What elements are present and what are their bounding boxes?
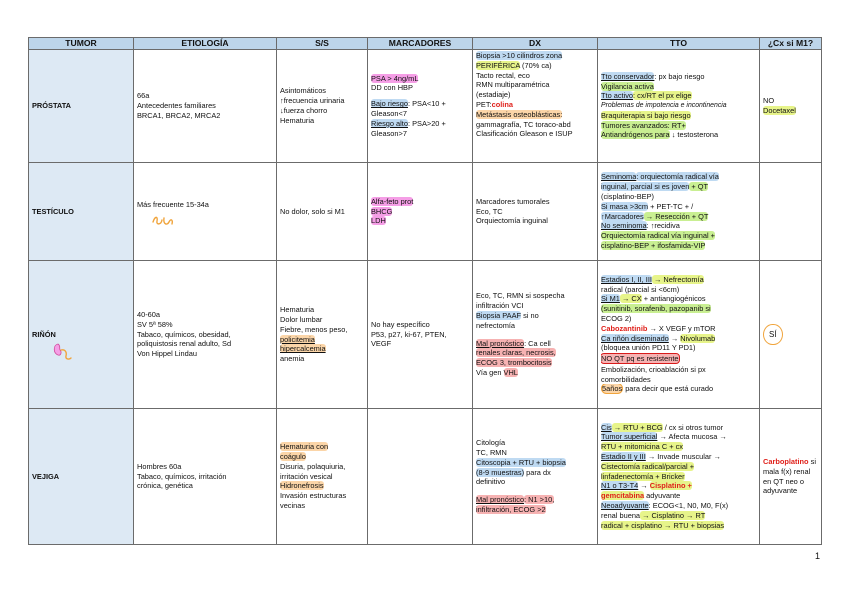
ss-hipercalcemia: hipercalcemia <box>280 344 326 354</box>
ss-vejiga <box>277 409 368 545</box>
etiologia-line: Tabaco, químicos, irritación <box>137 471 227 481</box>
tto-line: Tto conservador <box>601 71 655 81</box>
dx-line: Marcadores tumorales <box>476 196 550 206</box>
tto-line: Antiandrógenos para <box>601 130 670 140</box>
marcadores-vejiga <box>368 409 473 545</box>
dx-line: RMN multiparamétrica <box>476 80 550 90</box>
row-testiculo <box>29 163 822 261</box>
tto-line: Tumor superficial <box>601 432 658 442</box>
tto-nivolumab: Nivolumab <box>680 333 716 343</box>
psa-highlight: PSA > 4ng/mL <box>371 73 419 83</box>
ss-line: anemia <box>280 354 305 364</box>
ss-hidronefrosis: Hidronefrosis <box>280 481 324 491</box>
tto-vejiga <box>598 409 760 545</box>
tto-line: + antiangiogénicos <box>641 294 706 304</box>
header-cx-m1: ¿Cx si M1? <box>760 38 822 50</box>
ss-line: coágulo <box>280 452 306 461</box>
tto-line: (bloquea unión PD11 Y PD1) <box>601 343 696 353</box>
tto-prostata <box>598 50 760 163</box>
tto-line: Neoadyuvante <box>601 500 649 510</box>
row-prostata <box>29 50 822 163</box>
tto-line: → Afecta mucosa → <box>657 432 727 442</box>
dx-prostata <box>473 50 598 163</box>
tto-line: (sunitinib, sorafenib, pazopanib si <box>601 304 711 314</box>
cx-line: mala f(x) renal <box>763 466 811 476</box>
dx-line: (8-9 muestras) <box>476 467 525 477</box>
etiologia-line: Antecedentes familiares <box>137 101 216 111</box>
header-ss: S/S <box>277 38 368 50</box>
cx-rinon <box>760 261 822 409</box>
header-tumor: TUMOR <box>29 38 134 50</box>
tto-line: radical (parcial si <6cm) <box>601 284 680 294</box>
dx-vejiga <box>473 409 598 545</box>
ss-line: ↓fuerza chorro <box>280 106 328 115</box>
tto-line: Cistectomía radical/parcial + <box>601 461 695 471</box>
row-rinon <box>29 261 822 409</box>
etiologia-line: Más frecuente 15-34a <box>137 199 209 209</box>
marcadores-testiculo <box>368 163 473 261</box>
cx-carboplatino: Carboplatino <box>763 456 809 466</box>
tto-line: cisplatino-BEP + ifosfamida-VIP <box>601 240 706 250</box>
dx-metastasis: Metástasis osteoblásticas: <box>476 109 563 119</box>
tto-line: : px bajo riesgo <box>654 71 705 81</box>
marker-afp: Alfa-feto prot <box>371 196 414 206</box>
marker-ldh: LDH <box>371 216 386 226</box>
page-number: 1 <box>815 551 821 561</box>
ss-line: vecinas <box>280 500 306 510</box>
ss-policitemia: policitemia <box>280 334 315 344</box>
tumor-testiculo: TESTÍCULO <box>29 163 134 261</box>
etiologia-line: crónica, genética <box>137 481 193 491</box>
dx-mal-pronostico: Mal pronóstico <box>476 495 525 505</box>
tto-line: → CX <box>619 294 642 304</box>
bajo-riesgo-text: : PSA<10 + Gleason<7 <box>371 99 446 118</box>
tto-line: + PET-TC + / <box>648 201 694 211</box>
marcador-line: P53, p27, ki-67, PTEN, <box>371 329 447 339</box>
dx-line: infiltración, ECOG >2 <box>476 504 546 514</box>
tto-line: → <box>638 481 650 491</box>
dx-line: Clasificación Gleason e ISUP <box>476 129 573 139</box>
dx-line: : Ca cell <box>524 338 551 348</box>
bajo-riesgo-label: Bajo riesgo <box>371 99 408 109</box>
etiologia-rinon <box>134 261 277 409</box>
marcador-line: No hay específico <box>371 319 430 329</box>
tto-line: renal buena <box>601 510 641 520</box>
header-marcadores: MARCADORES <box>368 38 473 50</box>
tto-line: radical + cisplatino → RTU + biopsias <box>601 520 725 530</box>
etiologia-line: 66a <box>137 91 150 101</box>
tto-line: : orquiectomía radical vía <box>636 172 719 182</box>
tto-line: (cisplatino-BEP) <box>601 191 654 201</box>
tto-line: Cis <box>601 422 612 432</box>
tto-line: Braquiterapia si bajo riesgo <box>601 110 691 120</box>
ss-line: Dolor lumbar <box>280 314 323 324</box>
ss-line: Asintomáticos <box>280 86 327 96</box>
etiologia-line: 40-60a <box>137 310 161 319</box>
dx-line: : N1 >10, <box>524 495 555 505</box>
tto-line: Si M1 <box>601 294 620 304</box>
riesgo-alto-label: Riesgo alto <box>371 118 408 128</box>
dx-vhl: VHL <box>503 367 518 377</box>
tto-5anos: 5años <box>602 384 623 394</box>
row-vejiga <box>29 409 822 545</box>
dx-rinon <box>473 261 598 409</box>
tto-line: Tumores avanzados: RT+ <box>601 120 686 130</box>
dx-line: infiltración VCI <box>476 301 524 311</box>
dx-line: Vía gen <box>476 367 504 377</box>
cx-line: NO <box>763 96 775 106</box>
ss-line: No dolor, solo si M1 <box>280 206 345 216</box>
tto-line: → Cisplatino → RT <box>640 510 706 520</box>
dx-line: renales claras, necrosis, <box>476 348 556 358</box>
tto-line: → X VEGF y mTOR <box>647 323 716 333</box>
dx-colina: colina <box>491 99 513 109</box>
tto-line: ECOG 2) <box>601 313 632 323</box>
tto-line: / cx si otros tumor <box>662 422 724 432</box>
ss-prostata <box>277 50 368 163</box>
tto-line: → <box>668 333 681 343</box>
dx-periferica: PERIFÉRICA <box>476 60 520 70</box>
dx-line: Orquiectomía inguinal <box>476 216 548 226</box>
ss-line: Hematuria <box>280 305 315 315</box>
cx-line: en QT neo o <box>763 476 804 486</box>
cx-line: adyuvante <box>763 486 798 496</box>
tto-line: ↓ testosterona <box>671 130 719 140</box>
header-etiologia: ETIOLOGÍA <box>134 38 277 50</box>
etiologia-vejiga <box>134 409 277 545</box>
tto-line: Tto activo <box>601 91 634 101</box>
tumor-vejiga: VEJIGA <box>29 409 134 545</box>
tto-gemcitabina: gemcitabina <box>601 491 645 501</box>
ss-testiculo <box>277 163 368 261</box>
ss-line: Disuria, polaquiuria, <box>280 461 346 471</box>
dx-line: TC, RMN <box>476 448 507 457</box>
tto-line: Embolización, crioablación si px <box>601 364 706 374</box>
dx-biopsia: Biopsia PAAF <box>476 310 522 320</box>
dx-line: Citología <box>476 438 506 448</box>
tto-line: inguinal, parcial si es joven <box>601 182 690 192</box>
cx-line: si <box>808 456 816 466</box>
etiologia-line: BRCA1, BRCA2, MRCA2 <box>137 110 221 120</box>
ss-line: Fiebre, menos peso, <box>280 324 348 334</box>
dx-line: (70% ca) <box>519 60 552 70</box>
tto-line: Estadios I, II, III <box>601 274 652 284</box>
dx-line: PET: <box>476 99 492 109</box>
tto-line: para decir que está curado <box>623 384 714 394</box>
ss-line: Invasión estructuras <box>280 491 347 501</box>
ss-line: ↑frecuencia urinaria <box>280 96 345 106</box>
dx-line: Eco, TC <box>476 206 503 216</box>
cx-docetaxel: Docetaxel <box>763 106 796 115</box>
tto-line: RTU + mitomicina C + cx <box>601 442 684 452</box>
tto-line: : ↑recidiva <box>646 221 680 231</box>
ss-line: irritación vesical <box>280 471 333 481</box>
tto-line: + QT <box>689 182 709 192</box>
oncology-summary-table <box>28 37 822 545</box>
ss-line: Hematuria <box>280 115 315 125</box>
tto-line: linfadenectomía + Bricker <box>601 471 685 481</box>
tto-line: No seminoma <box>601 221 647 231</box>
dx-line: nefrectomía <box>476 320 516 330</box>
tto-cisplatino: Cisplatino + <box>649 481 692 491</box>
tto-line: Si masa >3cm <box>601 201 649 211</box>
kidney-doodle-icon <box>52 340 74 362</box>
tto-cabozantinib: Cabozantinib <box>601 323 648 333</box>
dx-line: Biopsia >10 cilindros zona <box>476 51 563 60</box>
etiologia-line: Hombres 60a <box>137 461 182 471</box>
marcadores-rinon <box>368 261 473 409</box>
dx-line: Eco, TC, RMN si sospecha <box>476 291 565 301</box>
tto-line: comorbilidades <box>601 374 651 384</box>
dx-mal-pronostico: Mal pronóstico <box>476 338 525 348</box>
etiologia-line: Tabaco, químicos, obesidad, <box>137 329 231 339</box>
dx-line: (estadiaje) <box>476 90 511 100</box>
marker-bhcg: BHCG <box>371 206 393 216</box>
dx-line: definitivo <box>476 477 506 487</box>
tto-line: Ca riñón diseminado <box>601 333 669 343</box>
tto-line: → Nefrectomía <box>651 274 704 284</box>
ss-line: Hematuria con <box>280 442 329 452</box>
tto-line: → RTU + BCG <box>611 422 663 432</box>
etiologia-prostata <box>134 50 277 163</box>
ss-rinon <box>277 261 368 409</box>
tto-no-qt-box: NO QT pq es resistente <box>601 354 679 364</box>
tto-line: adyuvante <box>644 491 681 501</box>
dd-line: DD con HBP <box>371 83 413 93</box>
tto-line: N1 o T3-T4 <box>601 481 639 491</box>
cx-si-circled: SÍ <box>763 324 783 346</box>
tto-line: Estadio II y III <box>601 452 646 461</box>
header-dx: DX <box>473 38 598 50</box>
marcador-line: VEGF <box>371 339 392 349</box>
tumor-prostata: PRÓSTATA <box>29 50 134 163</box>
dx-line: si no <box>521 310 539 320</box>
header-tto: TTO <box>598 38 760 50</box>
tto-line: Seminoma <box>601 172 637 182</box>
etiologia-line: SV 5ª 58% <box>137 319 173 329</box>
etiologia-line: Von Hippel Lindau <box>137 349 197 359</box>
tto-line: → Resección + QT <box>643 211 709 221</box>
dx-line: Tacto rectal, eco <box>476 70 530 80</box>
tto-testiculo <box>598 163 760 261</box>
tumor-rinon: RIÑÓN <box>29 261 134 409</box>
etiologia-line: poliquistosis renal adulto, Sd <box>137 339 232 349</box>
tto-line: Problemas de impotencia e incontinencia <box>601 102 727 110</box>
tto-line: Vigilancia activa <box>601 81 654 91</box>
tto-line: → Invade muscular → <box>645 452 721 461</box>
dx-line: Citoscopia + RTU + biopsia <box>476 457 566 467</box>
tto-rinon <box>598 261 760 409</box>
etiologia-testiculo <box>134 163 277 261</box>
dx-line: para dx <box>524 467 551 477</box>
cx-testiculo <box>760 163 822 261</box>
cx-prostata <box>760 50 822 163</box>
dx-testiculo <box>473 163 598 261</box>
dx-line: gammagrafía, TC toraco-abd <box>476 119 571 129</box>
tto-line: : ECOG<1, N0, M0, F(x) <box>648 500 729 510</box>
testiculo-doodle-icon <box>151 214 175 228</box>
header-row <box>29 38 822 50</box>
tto-line: ↑Marcadores <box>601 211 644 221</box>
tto-line: : cx/RT el px elige <box>633 91 692 101</box>
marcadores-prostata <box>368 50 473 163</box>
cx-vejiga <box>760 409 822 545</box>
dx-line: ECOG 3, trombocitosis <box>476 358 552 368</box>
tto-line: Orquiectomía radical vía inguinal + <box>601 231 715 241</box>
riesgo-alto-text: : PSA>20 + Gleason>7 <box>371 118 446 138</box>
